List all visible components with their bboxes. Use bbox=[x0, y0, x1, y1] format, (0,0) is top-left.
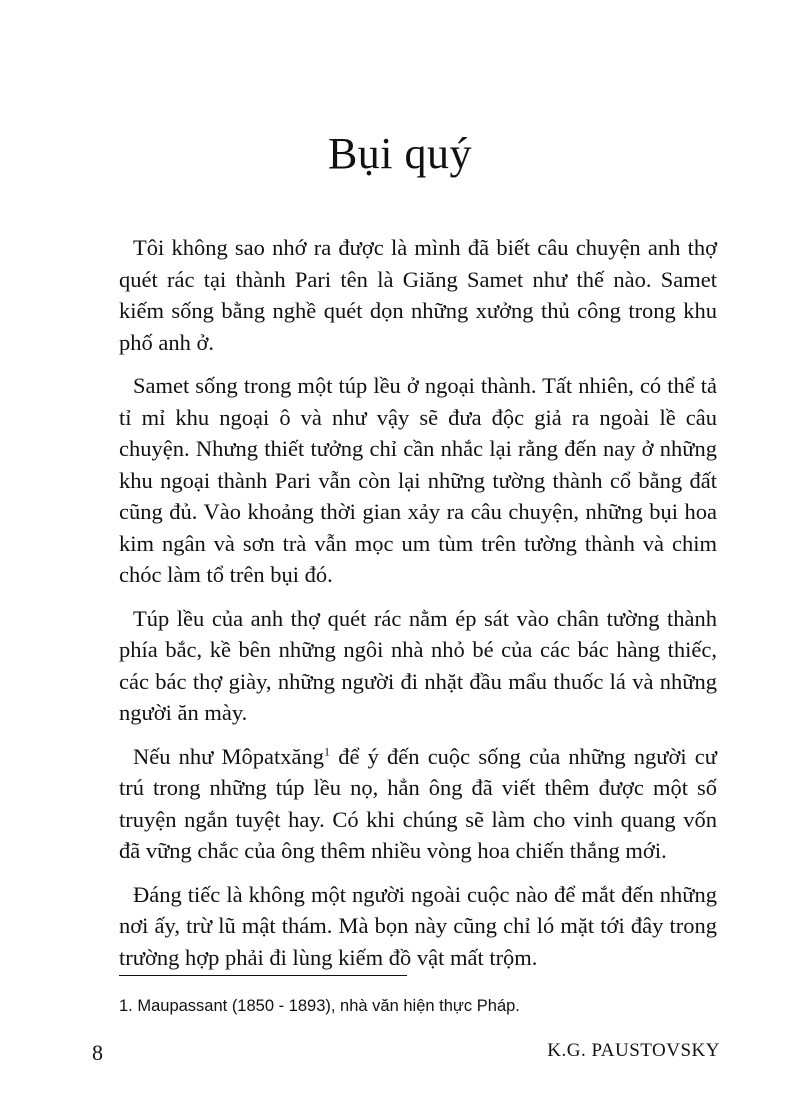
paragraph-5: Đáng tiếc là không một người ngoài cuộc nào để mắt đến những nơi ấy, trừ lũ mật thám. Mà bọn này cũng chỉ ló mặt tới đây trong trường hợp phải đi lùng kiếm đồ vật mất trộm. bbox=[119, 881, 717, 970]
author-footer: K.G. PAUSTOVSKY bbox=[547, 1040, 720, 1061]
page-number: 8 bbox=[92, 1040, 103, 1065]
paragraph-2: Samet sống trong một túp lều ở ngoại thành. Tất nhiên, có thể tả tỉ mỉ khu ngoại ô và như vậy sẽ đưa độc giả ra ngoài lề câu chuyện. Nhưng thiết tưởng chỉ cần nhắc lại rằng đến nay ở những khu ngoại thành Pari vẫn còn lại những tường thành cổ bằng đất cũng đủ. Vào khoảng thời gian xảy ra câu chuyện, những bụi hoa kim ngân và sơn trà vẫn mọc um tùm trên tường thành và chim chóc làm tổ trên bụi đó. bbox=[119, 373, 717, 587]
footnote-divider bbox=[119, 975, 407, 976]
paragraph-4 bbox=[119, 741, 717, 867]
paragraph-1: Tôi không sao nhớ ra được là mình đã biết câu chuyện anh thợ quét rác tại thành Pari tên là Giăng Samet như thế nào. Samet kiếm sống bằng nghề quét dọn những xưởng thủ công trong khu phố anh ở. bbox=[119, 235, 717, 355]
paragraph-3: Túp lều của anh thợ quét rác nằm ép sát vào chân tường thành phía bắc, kề bên những ngôi nhà nhỏ bé của các bác hàng thiếc, các bác thợ giày, những người đi nhặt đầu mẩu thuốc lá và những người ăn mày. bbox=[119, 605, 717, 725]
footnote: 1. Maupassant (1850 - 1893), nhà văn hiện thực Pháp. bbox=[119, 997, 520, 1015]
paragraph-4-start: Nếu như Môpatxăng bbox=[133, 743, 325, 769]
body-text bbox=[119, 232, 717, 985]
chapter-title: Bụi quý bbox=[327, 129, 473, 178]
footnote-marker: 1 bbox=[324, 744, 331, 758]
paragraph-4-rest: để ý đến cuộc sống của những người cư trú trong những túp lều nọ, hẳn ông đã viết thêm được một số truyện ngắn tuyệt hay. Có khi chúng sẽ làm cho vinh quang vốn đã vững chắc của ông thêm nhiều vòng hoa chiến thắng mới. bbox=[119, 743, 717, 863]
